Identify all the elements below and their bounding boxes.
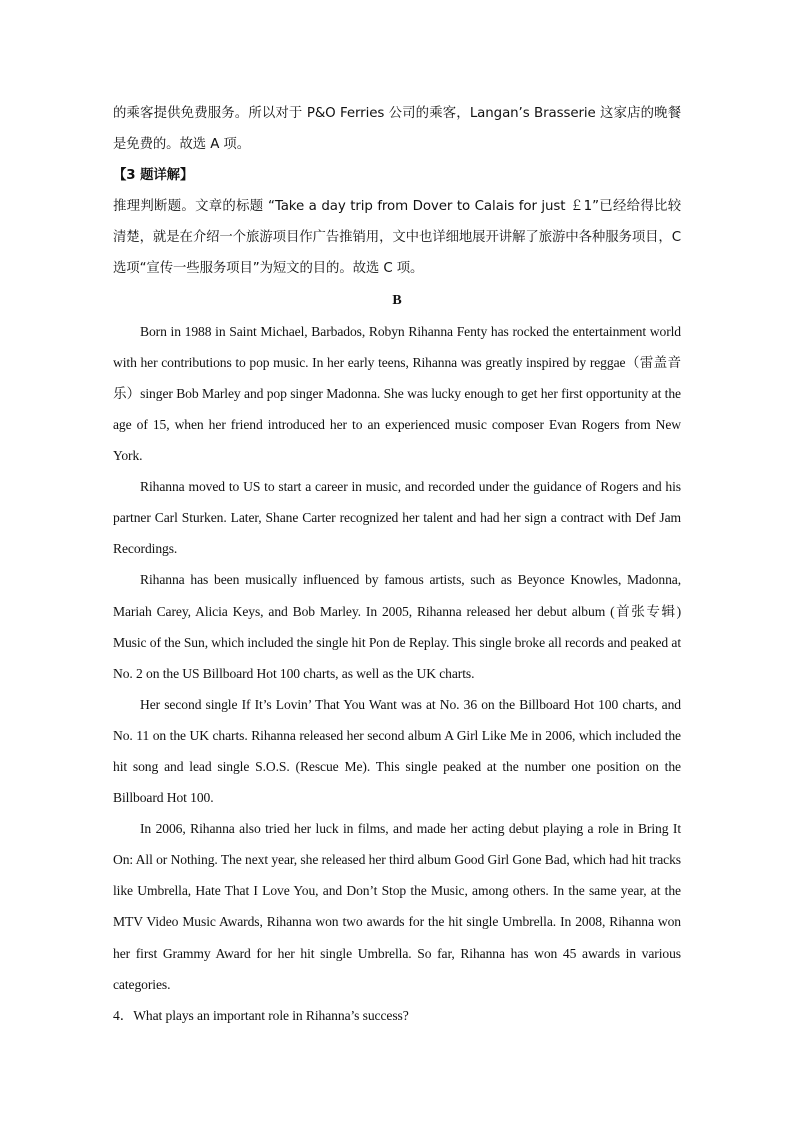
- q3-detail-heading: 【3 题详解】: [113, 168, 194, 184]
- question-4: 4．What plays an important role in Rihanna’s success?: [113, 1007, 409, 1023]
- answer-explanation-tail: 的乘客提供免费服务。所以对于 P&O Ferries 公司的乘客，Langan’s Brasserie 这家店的晚餐是免费的。故选 A 项。: [113, 106, 681, 153]
- passage-paragraph-5: In 2006, Rihanna also tried her luck in films, and made her acting debut playing a role in Bring It On: All or Nothing. The next year, she released her third album Good Girl Gone Bad, which had hit tracks like Umbrella, Hate That I Love You, and Don’t Stop the Music, among others. In the same year, at the MTV Video Music Awards, Rihanna won two awards for the hit single Umbrella. In 2008, Rihanna won her first Grammy Award for her hit single Umbrella. So far, Rihanna has won 45 awards in various categories.: [113, 821, 681, 992]
- passage-paragraph-1: Born in 1988 in Saint Michael, Barbados, Robyn Rihanna Fenty has rocked the entertainment world with her contributions to pop music. In her early teens, Rihanna was greatly inspired by reggae（雷盖音乐）singer Bob Marley and pop singer Madonna. She was lucky enough to get her first opportunity at the age of 15, when her friend introduced her to an experienced music composer Evan Rogers from New York.: [113, 323, 681, 464]
- passage-paragraph-2: Rihanna moved to US to start a career in music, and recorded under the guidance of Rogers and his partner Carl Sturken. Later, Shane Carter recognized her talent and had her sign a contract with Def Jam Recordings.: [113, 479, 681, 557]
- passage-paragraph-4: Her second single If It’s Lovin’ That You Want was at No. 36 on the Billboard Hot 100 charts, and No. 11 on the UK charts. Rihanna released her second album A Girl Like Me in 2006, which included the hit song and lead single S.O.S. (Rescue Me). This single peaked at the number one position on the Billboard Hot 100.: [113, 696, 681, 806]
- passage-paragraph-3: Rihanna has been musically influenced by famous artists, such as Beyonce Knowles, Madonna, Mariah Carey, Alicia Keys, and Bob Marley. In 2005, Rihanna released her debut album (首张专辑) Music of the Sun, which included the single hit Pon de Replay. This single broke all records and peaked at No. 2 on the US Billboard Hot 100 charts, as well as the UK charts.: [113, 572, 681, 681]
- document-body: [113, 98, 681, 1031]
- passage-b-title: B: [392, 292, 402, 308]
- q3-detail-text: 推理判断题。文章的标题 “Take a day trip from Dover to Calais for just ￡1”已经给得比较清楚，就是在介绍一个旅游项目作广告推销用，文中也详细地展开讲解了旅游中各种服务项目，C 选项“宣传一些服务项目”为短文的目的。故选 C 项。: [113, 199, 681, 277]
